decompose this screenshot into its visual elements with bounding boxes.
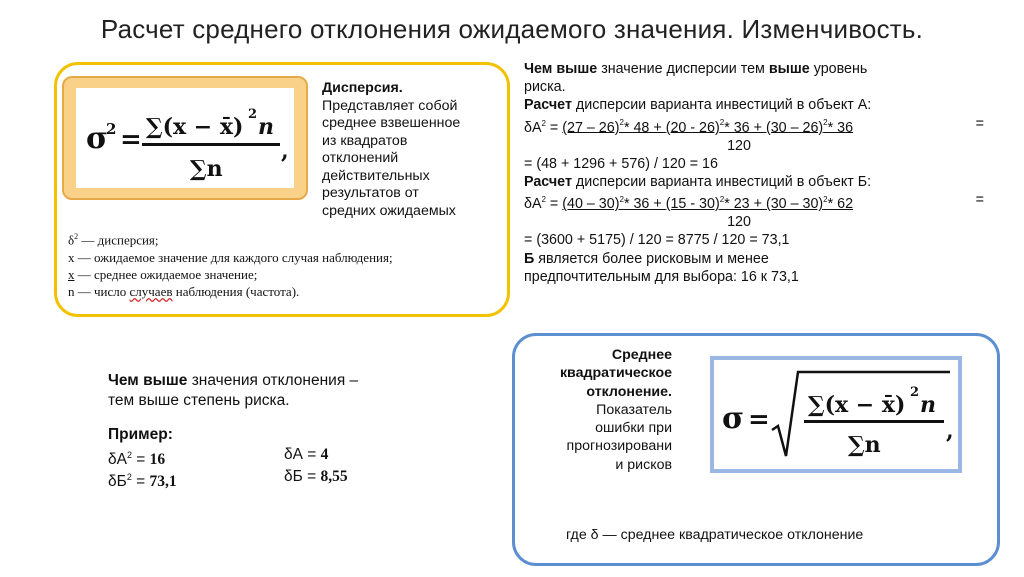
sd-line: и рисков	[615, 456, 672, 473]
dispersion-line: действительных	[322, 167, 430, 184]
variance-lhs-exp: 2	[106, 120, 117, 138]
variance-numerator: ∑(x − x̄)	[146, 114, 244, 140]
calculation-block	[524, 60, 994, 286]
risk-example-block	[108, 371, 468, 489]
sd-eq: =	[748, 405, 770, 435]
legend-line: n — число случаев наблюдения (частота).	[68, 284, 300, 300]
example-row-b: $\delta Б^2 = 73,1$ δБ = 8,55	[108, 468, 348, 491]
sd-num-n: n	[920, 392, 936, 418]
sd-num-exp: 2	[910, 385, 920, 400]
dispersion-heading: Дисперсия.	[322, 80, 403, 96]
variance-formula-frame	[62, 76, 308, 200]
sd-denominator: ∑n	[848, 432, 881, 458]
example-row-a: $\delta А^2 = 16$ δА = 4	[108, 446, 329, 469]
variance-formula	[76, 88, 294, 188]
legend-line: x — среднее ожидаемое значение;	[68, 266, 258, 282]
variance-lhs: σ	[86, 121, 109, 156]
variance-eq: =	[120, 125, 142, 155]
formula-legend	[68, 228, 393, 301]
dispersion-line: результатов от	[322, 185, 419, 201]
sd-formula-frame	[710, 356, 962, 473]
dispersion-line: отклонений	[322, 150, 399, 166]
variance-formula-graphic	[76, 88, 294, 188]
calc-a-result: = (48 + 1296 + 576) / 120 = 16	[524, 155, 718, 172]
example-heading: Пример:	[108, 426, 173, 443]
risk-rule-cont: тем выше степень риска.	[108, 392, 290, 409]
dispersion-description	[322, 80, 506, 220]
sd-heading-2: квадратическое	[559, 365, 672, 382]
risk-statement-cont: риска.	[524, 79, 566, 96]
conclusion: Б является более рисковым и менее	[524, 250, 769, 267]
variance-tail: ,	[281, 138, 289, 164]
sd-tail: ,	[946, 418, 954, 444]
sd-description	[540, 346, 672, 474]
sd-line: прогнозировани	[566, 438, 672, 455]
calc-a-heading: Расчет дисперсии варианта инвестиций в объект А:	[524, 97, 872, 114]
legend-line: $\delta^2$ — дисперсия;	[68, 232, 159, 248]
calc-b-heading: Расчет дисперсии варианта инвестиций в объект Б:	[524, 173, 872, 190]
dispersion-line: среднее взвешенное	[322, 115, 461, 131]
calc-b-formula: $\delta А^2 = (40 - 30)^2*$ 36 + (15 - 30)$^2$* 23 + (30 – 30)$^2$* 62 =	[524, 192, 984, 212]
sd-heading-3: отклонение.	[586, 383, 672, 400]
sd-numerator: ∑(x − x̄)	[808, 392, 906, 418]
dispersion-line: средних ожидаемых	[322, 202, 456, 219]
sd-heading-1: Среднее	[611, 347, 672, 363]
variance-fraction-bar	[142, 143, 280, 146]
calc-b-denominator: 120	[727, 214, 751, 231]
calc-b-result: = (3600 + 5175) / 120 = 8775 / 120 = 73,1	[524, 232, 790, 249]
calc-a-formula: $\delta А^2 = (27 - 26)^2*$ 48 + (20 - 26)$^2$* 36 + (30 – 26)$^2$* 36 =	[524, 115, 984, 136]
dispersion-line: Представляет собой	[322, 97, 458, 114]
calc-a-denominator: 120	[727, 137, 751, 154]
variance-num-n: n	[258, 114, 274, 140]
sd-formula	[714, 360, 958, 469]
legend-line: x — ожидаемое значение для каждого случая наблюдения;	[68, 249, 393, 265]
page-title: Расчет среднего отклонения ожидаемого значения. Изменчивость.	[100, 14, 924, 44]
sd-fraction-bar	[804, 420, 944, 423]
sd-lhs: σ	[722, 401, 745, 436]
risk-statement: Чем выше значение дисперсии тем выше уровень	[524, 61, 868, 77]
variance-num-exp: 2	[248, 107, 258, 122]
risk-rule: Чем выше значения отклонения –	[108, 372, 359, 389]
sd-line: ошибки при	[595, 420, 672, 437]
conclusion-cont: предпочтительным для выбора: 16 к 73,1	[524, 268, 799, 285]
dispersion-line: из квадратов	[322, 132, 408, 149]
variance-denominator: ∑n	[190, 156, 223, 182]
sd-line: Показатель	[596, 401, 672, 418]
sd-footer: где δ — среднее квадратическое отклонение	[566, 527, 864, 543]
